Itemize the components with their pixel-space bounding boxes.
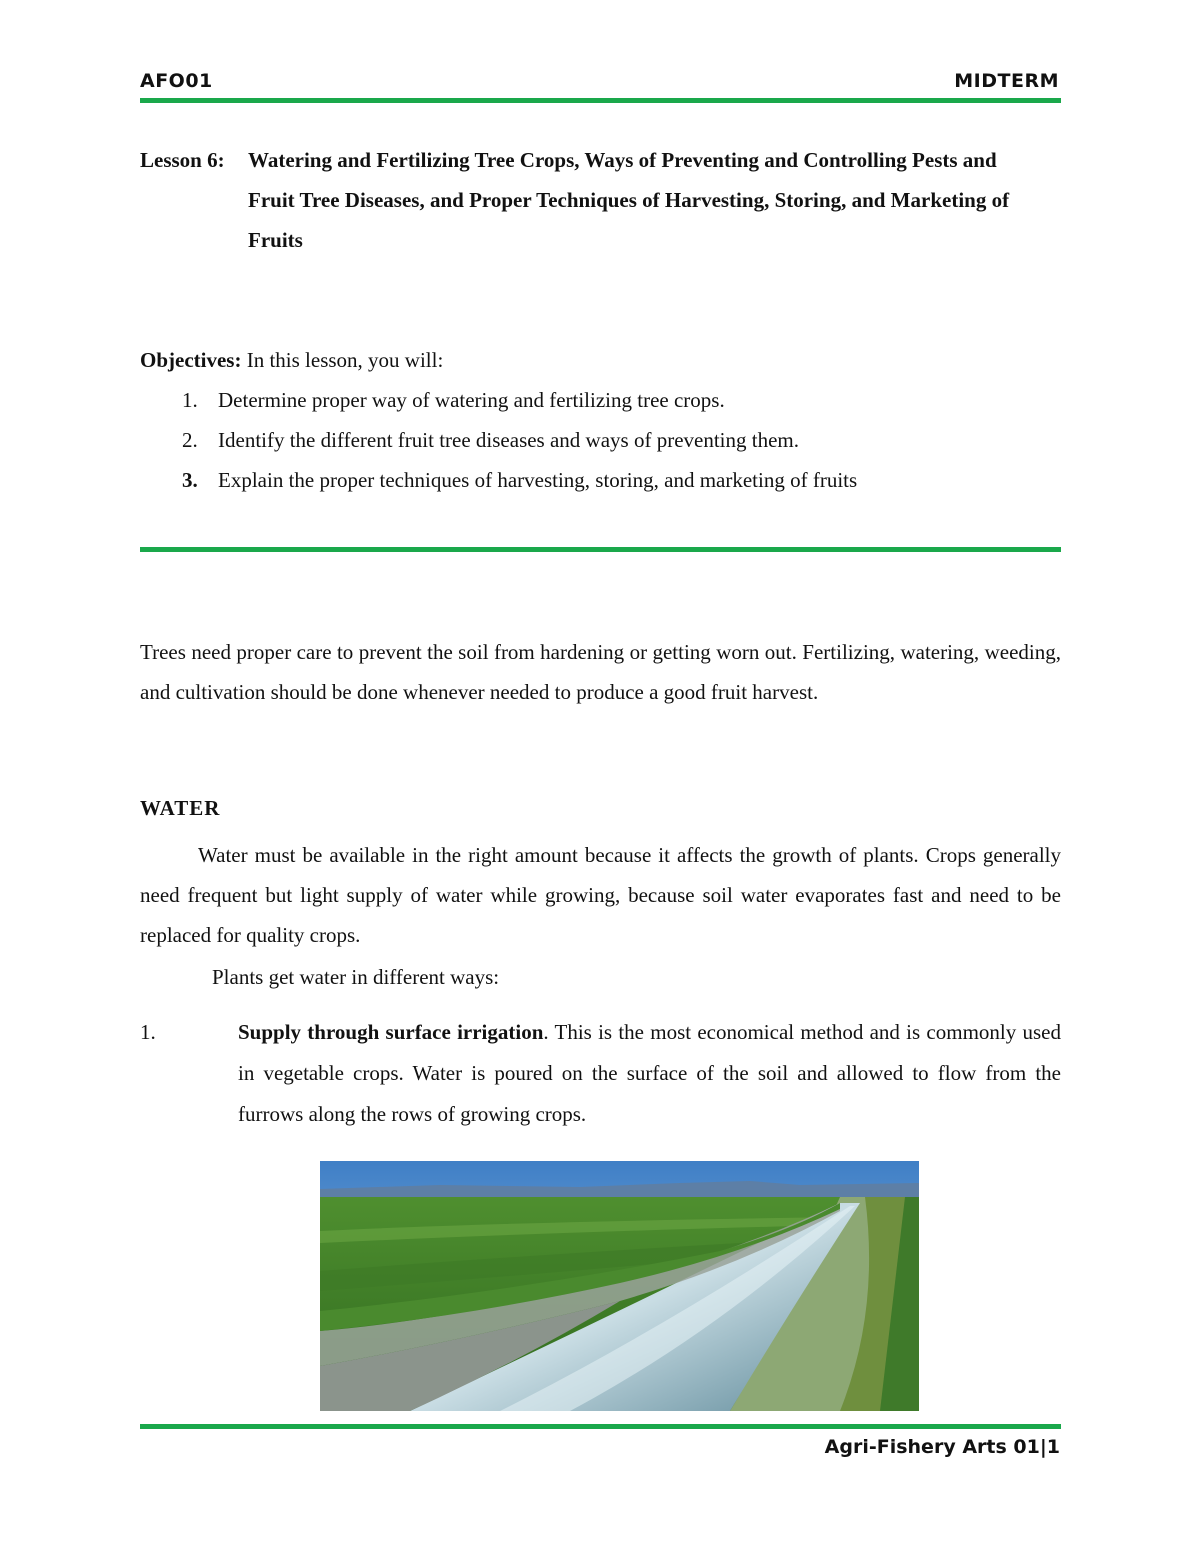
water-method-body: [238, 1012, 1061, 1135]
lesson-title: Watering and Fertilizing Tree Crops, Ways of Preventing and Controlling Pests and Fruit Tree Diseases, and Proper Techniques of Harvesting, Storing, and Marketing of Fruits: [248, 148, 1010, 252]
header-course-code: AFO01: [140, 70, 213, 92]
water-ways-intro: Plants get water in different ways:: [212, 965, 500, 989]
objective-item: [140, 420, 857, 460]
intro-paragraph: Trees need proper care to prevent the soil from hardening or getting worn out. Fertilizing, watering, weeding, and cultivation should be done whenever needed to produce a good fruit harvest.: [140, 640, 1061, 704]
water-heading: WATER: [140, 796, 221, 820]
water-method-item: [140, 1012, 1061, 1135]
footer-page-label: Agri-Fishery Arts 01|1: [824, 1436, 1060, 1458]
objectives-intro: In this lesson, you will:: [246, 348, 444, 372]
lesson-heading: [140, 140, 1061, 260]
water-method-number: 1.: [140, 1020, 156, 1044]
objective-number: 1.: [182, 388, 198, 412]
objectives-section: [140, 340, 857, 500]
water-method-text: . This is the most economical method and is commonly used in vegetable crops. Water is poured on the surface of the soil and allowed to flow from the furrows along the rows of growing crops.: [238, 1020, 1061, 1126]
header-term: MIDTERM: [954, 70, 1059, 92]
objective-text: Determine proper way of watering and fertilizing tree crops.: [218, 388, 725, 412]
objective-text: Explain the proper techniques of harvesting, storing, and marketing of fruits: [218, 468, 858, 492]
lesson-label: Lesson 6:: [140, 148, 225, 172]
objectives-list: [140, 380, 857, 500]
objective-item: [140, 380, 857, 420]
objective-number: 3.: [182, 468, 198, 492]
objective-item: [140, 460, 857, 500]
section-divider: [140, 547, 1061, 552]
water-method-title: Supply through surface irrigation: [238, 1020, 544, 1044]
irrigation-canal-photo: [320, 1161, 919, 1411]
header-divider: [140, 98, 1061, 103]
footer-divider: [140, 1424, 1061, 1429]
objective-number: 2.: [182, 428, 198, 452]
objectives-label: Objectives:: [140, 348, 242, 372]
objective-text: Identify the different fruit tree diseases and ways of preventing them.: [218, 428, 799, 452]
objectives-intro-line: [140, 340, 857, 380]
water-paragraph: Water must be available in the right amount because it affects the growth of plants. Crops generally need frequent but light supply of water while growing, because soil water evaporates fast and need to be replaced for quality crops.: [140, 843, 1061, 947]
